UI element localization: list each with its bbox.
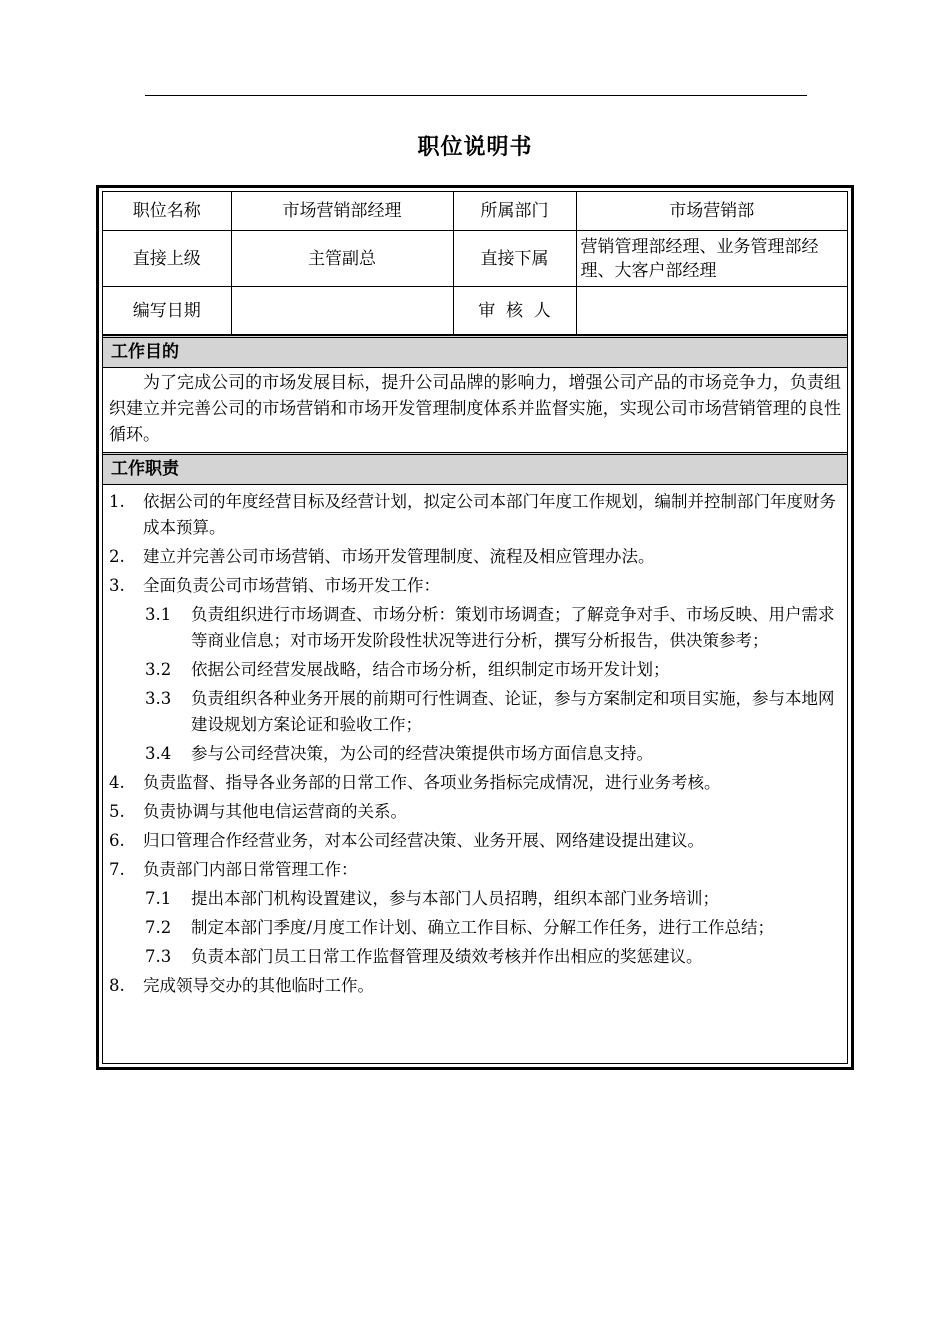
duty-number: 3.3 [145,689,172,708]
duty-number: 2. [109,547,125,566]
duty-text: 建立并完善公司市场营销、市场开发管理制度、流程及相应管理办法。 [143,547,655,566]
value-department: 市场营销部 [576,192,847,231]
duty-number: 3.2 [145,660,172,679]
info-table [103,192,847,335]
duty-subitem [109,657,841,683]
label-direct-reports: 直接下属 [453,231,576,287]
value-direct-reports: 营销管理部经理、业务管理部经理、大客户部经理 [576,231,847,287]
duty-item [109,770,841,796]
duty-number: 7.3 [145,947,172,966]
duty-number: 7.1 [145,889,172,908]
duty-text: 负责协调与其他电信运营商的关系。 [143,802,407,821]
duty-text: 提出本部门机构设置建议，参与本部门人员招聘，组织本部门业务培训； [191,889,719,908]
duty-number: 7.2 [145,918,172,937]
duty-item [109,544,841,570]
duty-text: 负责监督、指导各业务部的日常工作、各项业务指标完成情况，进行业务考核。 [143,773,721,792]
duty-number: 3.1 [145,605,172,624]
duty-subitem [109,602,841,654]
label-department: 所属部门 [453,192,576,231]
duty-subitem [109,886,841,912]
label-reviewer: 审 核 人 [453,287,576,335]
duty-text: 负责部门内部日常管理工作： [143,860,358,879]
info-row-reporting [103,231,847,287]
job-description-frame [96,185,854,1070]
label-direct-superior: 直接上级 [103,231,231,287]
value-position-name: 市场营销部经理 [231,192,453,231]
value-direct-superior: 主管副总 [231,231,453,287]
duty-text: 参与公司经营决策，为公司的经营决策提供市场方面信息支持。 [191,744,653,763]
duties-list [103,485,847,999]
purpose-heading: 工作目的 [103,335,847,368]
label-position-name: 职位名称 [103,192,231,231]
duties-heading: 工作职责 [103,452,847,485]
duty-subitem [109,944,841,970]
duty-number: 7. [109,860,125,879]
job-description-body [102,191,848,1064]
duty-item [109,857,841,883]
duty-number: 4. [109,773,125,792]
purpose-text: 为了完成公司的市场发展目标，提升公司品牌的影响力，增强公司产品的市场竞争力，负责组织建立并完善公司的市场营销和市场开发管理制度体系并监督实施，实现公司市场营销管理的良性循环。 [109,373,841,445]
duty-number: 6. [109,831,125,850]
duty-item [109,573,841,599]
duty-text: 依据公司经营发展战略，结合市场分析，组织制定市场开发计划； [191,660,670,679]
duty-item [109,489,841,541]
value-reviewer [576,287,847,335]
duty-text: 负责组织进行市场调查、市场分析：策划市场调查；了解竞争对手、市场反映、用户需求等商业信息；对市场开发阶段性状况等进行分析，撰写分析报告，供决策参考； [191,605,835,650]
duty-number: 3.4 [145,744,172,763]
header-rule [145,95,807,96]
info-row-position [103,192,847,231]
document-title: 职位说明书 [417,135,533,160]
value-writing-date [231,287,453,335]
info-row-authoring [103,287,847,335]
duty-number: 5. [109,802,125,821]
duty-subitem [109,915,841,941]
duty-number: 3. [109,576,125,595]
duty-text: 全面负责公司市场营销、市场开发工作： [143,576,440,595]
duty-text: 完成领导交办的其他临时工作。 [143,976,374,995]
duty-subitem [109,686,841,738]
duty-text: 依据公司的年度经营目标及经营计划，拟定公司本部门年度工作规划，编制并控制部门年度财务成本预算。 [143,492,836,537]
duty-subitem [109,741,841,767]
duty-number: 8. [109,976,125,995]
duty-item [109,973,841,999]
duty-text: 制定本部门季度/月度工作计划、确立工作目标、分解工作任务，进行工作总结； [191,918,775,937]
duty-number: 1. [109,492,125,511]
duty-text: 负责本部门员工日常工作监督管理及绩效考核并作出相应的奖惩建议。 [191,947,703,966]
duty-text: 归口管理合作经营业务，对本公司经营决策、业务开展、网络建设提出建议。 [143,831,704,850]
label-writing-date: 编写日期 [103,287,231,335]
duty-text: 负责组织各种业务开展的前期可行性调查、论证，参与方案制定和项目实施，参与本地网建设规划方案论证和验收工作； [191,689,835,734]
duty-item [109,799,841,825]
duty-item [109,828,841,854]
